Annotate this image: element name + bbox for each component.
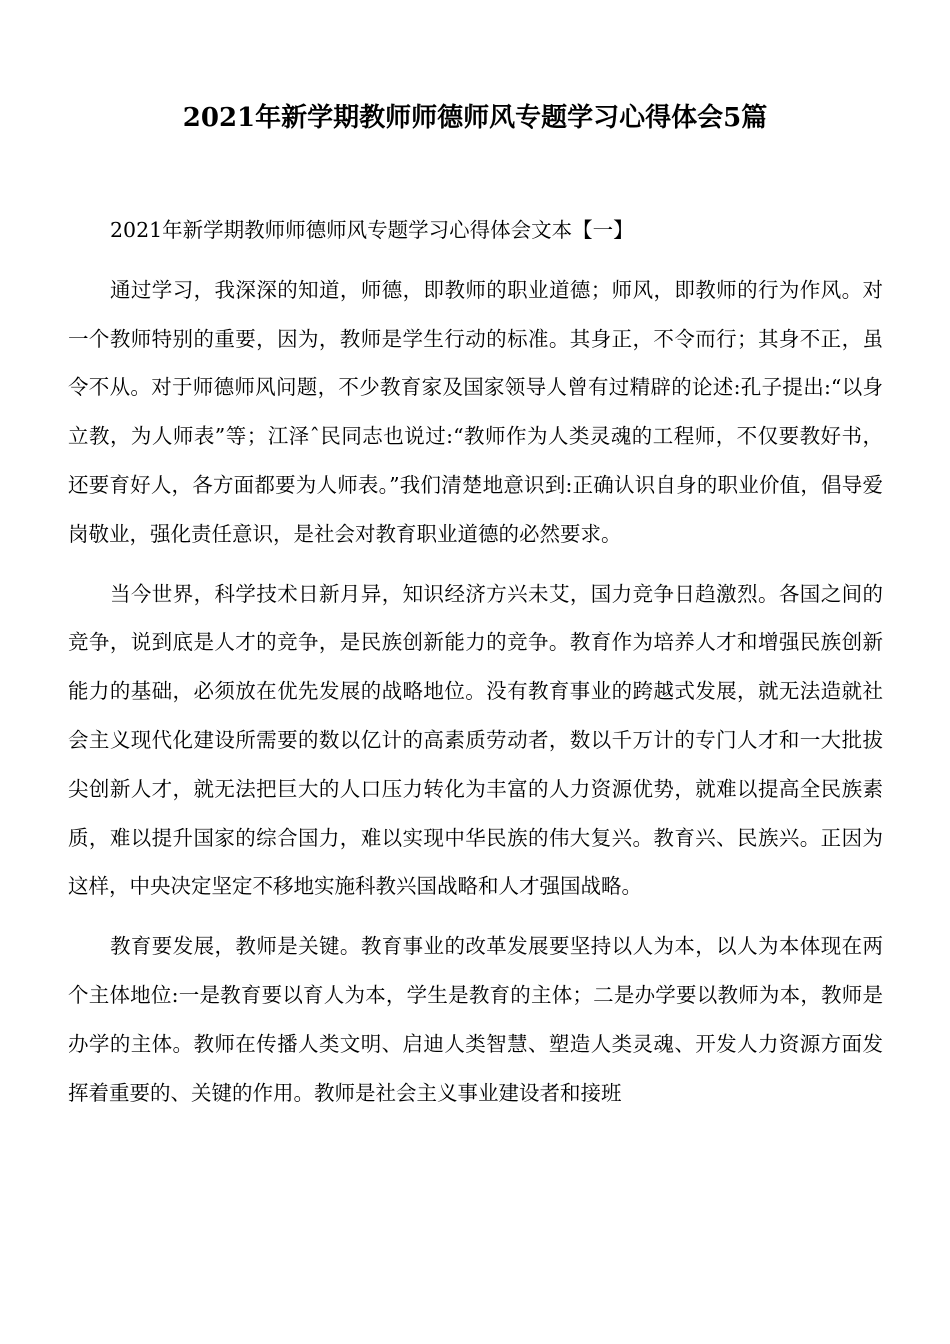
paragraph: 通过学习，我深深的知道，师德，即教师的职业道德；师风，即教师的行为作风。对一个教师特别的重要，因为，教师是学生行动的标准。其身正，不令而行；其身不正，虽令不从。对于师德师风问题，不少教育家及国家领导人曾有过精辟的论述:孔子提出:“以身立教，为人师表”等；江泽ˆ民同志也说过:“教师作为人类灵魂的工程师，不仅要教好书，还要育好人，各方面都要为人师表。”我们清楚地意识到:正确认识自身的职业价值，倡导爱岗敬业，强化责任意识，是社会对教育职业道德的必然要求。 — [68, 277, 883, 546]
paragraph: 教育要发展，教师是关键。教育事业的改革发展要坚持以人为本，以人为本体现在两个主体地位:一是教育要以育人为本，学生是教育的主体；二是办学要以教师为本，教师是办学的主体。教师在传播人类文明、启迪人类智慧、塑造人类灵魂、开发人力资源方面发挥着重要的、关键的作用。教师是社会主义事业建设者和接班 — [68, 934, 883, 1105]
section-heading: 2021年新学期教师师德师风专题学习心得体会文本【一】 — [110, 218, 634, 242]
document-body — [68, 206, 883, 1117]
document-title: 2021年新学期教师师德师风专题学习心得体会5篇 — [182, 103, 768, 133]
paragraph: 当今世界，科学技术日新月异，知识经济方兴未艾，国力竞争日趋激烈。各国之间的竞争，说到底是人才的竞争，是民族创新能力的竞争。教育作为培养人才和增强民族创新能力的基础，必须放在优先发展的战略地位。没有教育事业的跨越式发展，就无法造就社会主义现代化建设所需要的数以亿计的高素质劳动者，数以千万计的专门人才和一大批拔尖创新人才，就无法把巨大的人口压力转化为丰富的人力资源优势，就难以提高全民族素质，难以提升国家的综合国力，难以实现中华民族的伟大复兴。教育兴、民族兴。正因为这样，中央决定坚定不移地实施科教兴国战略和人才强国战略。 — [68, 581, 883, 899]
